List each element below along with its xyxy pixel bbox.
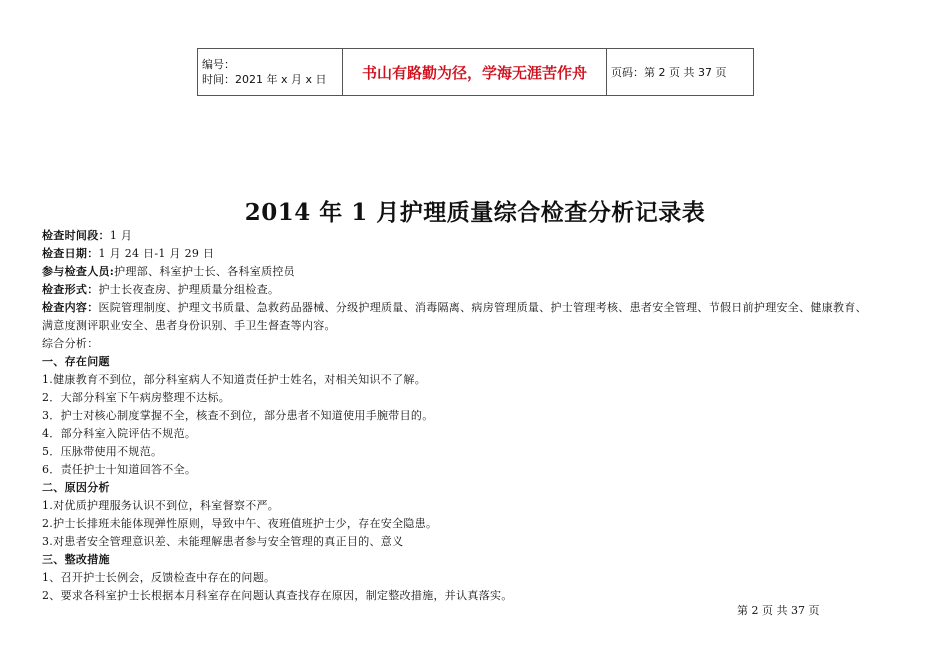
form-label: 检查形式： [42, 283, 99, 296]
section1-heading: 一、存在问题 [42, 355, 110, 368]
document-title: 2014 年 1 月护理质量综合检查分析记录表 [244, 199, 706, 226]
analysis-label: 综合分析： [42, 337, 99, 350]
list-item: 2．大部分科室下午病房整理不达标。 [42, 391, 231, 404]
page-footer: 第 2 页 共 37 页 [737, 604, 820, 617]
date-value: 1 月 24 日-1 月 29 日 [98, 247, 215, 260]
list-item: 2、要求各科室护士长根据本月科室存在问题认真查找存在原因，制定整改措施，并认真落实。 [42, 589, 513, 602]
people-value: 护理部、科室护士长、各科室质控员 [114, 265, 295, 278]
list-item: 2.护士长排班未能体现弹性原则，导致中午、夜班值班护士少，存在安全隐患。 [42, 517, 438, 530]
form-line [42, 281, 912, 299]
list-item: 1.对优质护理服务认识不到位，科室督察不严。 [42, 499, 280, 512]
content-line [42, 299, 912, 317]
date-line [42, 245, 912, 263]
header-left-cell [198, 49, 343, 96]
document-header [197, 48, 754, 96]
list-item: 1.健康教育不到位，部分科室病人不知道责任护士姓名，对相关知识不了解。 [42, 373, 426, 386]
period-label: 检查时间段： [42, 229, 110, 242]
form-value: 护士长夜查房、护理质量分组检查。 [98, 283, 280, 296]
list-item: 6．责任护士十知道回答不全。 [42, 463, 197, 476]
period-value: 1 月 [109, 229, 133, 242]
page-label: 页码：第 2 页 共 37 页 [607, 49, 754, 96]
people-line [42, 263, 912, 281]
section3-heading: 三、整改措施 [42, 553, 110, 566]
date-label: 检查日期： [42, 247, 99, 260]
document-body [42, 227, 912, 605]
number-label: 编号： [202, 58, 235, 71]
content-line-2: 满意度测评职业安全、患者身份识别、手卫生督查等内容。 [42, 319, 336, 332]
list-item: 3．护士对核心制度掌握不全，核查不到位，部分患者不知道使用手腕带目的。 [42, 409, 434, 422]
list-item: 3.对患者安全管理意识差、未能理解患者参与安全管理的真正目的、意义 [42, 535, 404, 548]
list-item: 5．压脉带使用不规范。 [42, 445, 163, 458]
motto: 书山有路勤为径，学海无涯苦作舟 [343, 49, 607, 96]
list-item: 4．部分科室入院评估不规范。 [42, 427, 197, 440]
people-label: 参与检查人员: [42, 265, 115, 278]
time-label: 时间：2021 年 x 月 x 日 [202, 73, 327, 86]
list-item: 1、召开护士长例会，反馈检查中存在的问题。 [42, 571, 276, 584]
period-line [42, 227, 912, 245]
content-value: 医院管理制度、护理文书质量、急救药品器械、分级护理质量、消毒隔离、病房管理质量、护士管理考核、患者安全管理、节假日前护理安全、健康教育、 [98, 301, 867, 314]
section2-heading: 二、原因分析 [42, 481, 110, 494]
content-label: 检查内容： [42, 301, 99, 314]
